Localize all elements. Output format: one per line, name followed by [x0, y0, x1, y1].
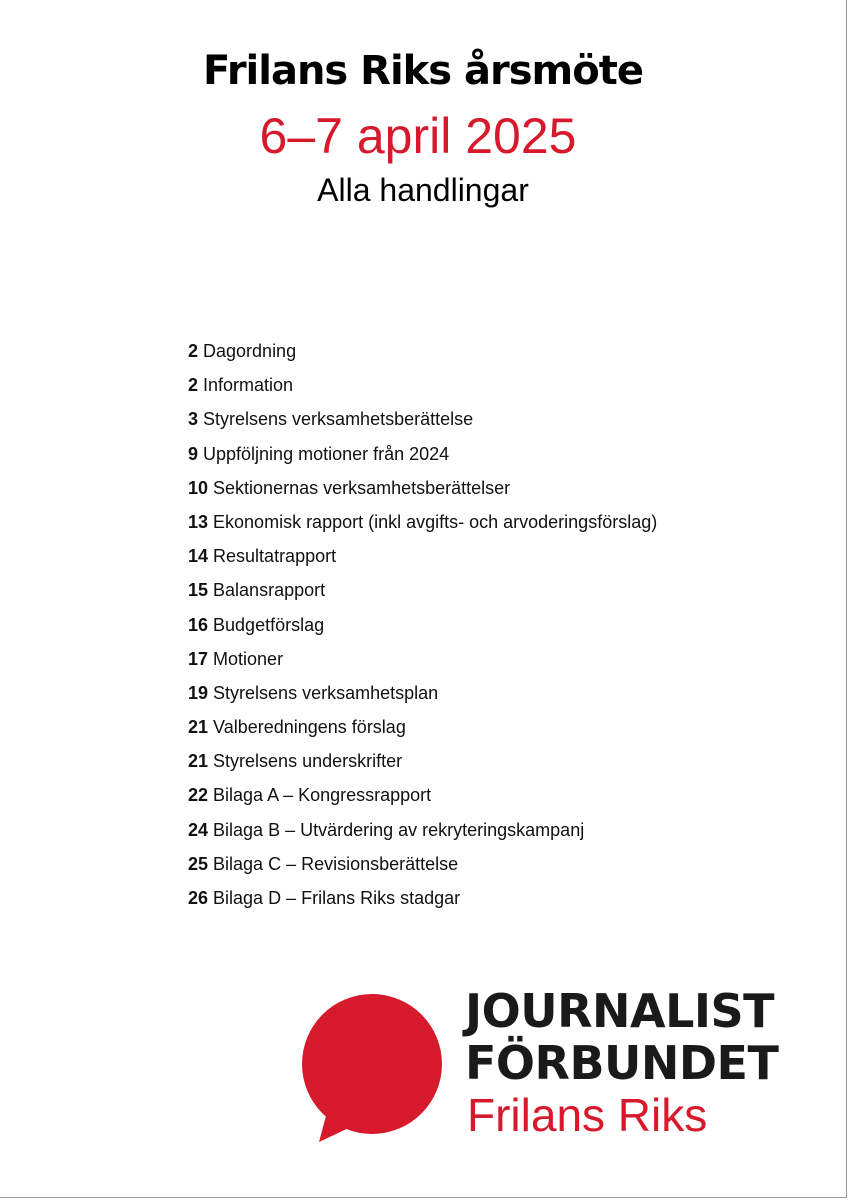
- toc-item: [188, 404, 657, 438]
- toc-item-label: Dagordning: [203, 341, 297, 361]
- toc-page-number: 24: [188, 819, 209, 840]
- document-subtitle: Alla handlingar: [317, 172, 529, 208]
- toc-item-label: Bilaga C – Revisionsberättelse: [213, 853, 459, 874]
- toc-page-number: 10: [188, 477, 209, 498]
- toc-page-number: 2: [188, 341, 199, 361]
- toc-page-number: 25: [188, 853, 209, 874]
- toc-page-number: 13: [188, 511, 209, 532]
- toc-page-number: 19: [188, 682, 209, 703]
- document-title: Frilans Riks årsmöte: [203, 48, 643, 94]
- toc-item-label: Styrelsens underskrifter: [213, 751, 403, 772]
- toc-page-number: 22: [188, 785, 209, 806]
- toc-item: [188, 780, 657, 814]
- toc-item: [188, 370, 657, 404]
- toc-item: [188, 507, 657, 541]
- toc-item: [188, 678, 657, 712]
- journalistforbundet-logo: [293, 980, 793, 1170]
- toc-item: [188, 712, 657, 746]
- toc-item-label: Sektionernas verksamhetsberättelser: [213, 477, 511, 498]
- toc-item-label: Uppföljning motioner från 2024: [203, 443, 450, 464]
- toc-page-number: 16: [188, 614, 209, 635]
- logo-text-frilans-riks: Frilans Riks: [467, 1089, 708, 1141]
- toc-item-label: Motioner: [213, 648, 284, 669]
- logo-text-forbundet: FÖRBUNDET: [465, 1036, 779, 1090]
- toc-item: [188, 815, 657, 849]
- toc-item-label: Budgetförslag: [213, 614, 325, 635]
- toc-item-label: Information: [203, 375, 294, 396]
- toc-item-label: Bilaga D – Frilans Riks stadgar: [213, 888, 461, 908]
- toc-item: [188, 644, 657, 678]
- toc-page-number: 14: [188, 546, 209, 567]
- toc-item: [188, 575, 657, 609]
- toc-page-number: 26: [188, 888, 209, 908]
- toc-page-number: 17: [188, 648, 209, 669]
- toc-item: [188, 883, 657, 917]
- meeting-dates: 6–7 april 2025: [259, 108, 577, 164]
- toc-item: [188, 473, 657, 507]
- toc-page-number: 2: [188, 375, 199, 396]
- toc-item-label: Ekonomisk rapport (inkl avgifts- och arvoderingsförslag): [213, 511, 658, 532]
- toc-page-number: 9: [188, 443, 199, 464]
- toc-item-label: Valberedningens förslag: [213, 717, 406, 738]
- toc-item-label: Bilaga B – Utvärdering av rekryteringskampanj: [213, 819, 585, 840]
- table-of-contents: [188, 336, 657, 917]
- toc-item: [188, 336, 657, 370]
- toc-page-number: 21: [188, 717, 209, 738]
- toc-item: [188, 439, 657, 473]
- toc-item-label: Resultatrapport: [213, 546, 337, 567]
- toc-item: [188, 610, 657, 644]
- toc-item-label: Styrelsens verksamhetsberättelse: [203, 409, 474, 430]
- toc-item: [188, 746, 657, 780]
- toc-item-label: Balansrapport: [213, 580, 326, 601]
- toc-item: [188, 849, 657, 883]
- toc-page-number: 15: [188, 580, 209, 601]
- toc-item: [188, 541, 657, 575]
- toc-item-label: Styrelsens verksamhetsplan: [213, 682, 439, 703]
- toc-page-number: 3: [188, 409, 199, 430]
- logo-text-journalist: JOURNALIST: [465, 984, 775, 1038]
- speech-bubble-icon: [297, 992, 447, 1142]
- toc-page-number: 21: [188, 751, 209, 772]
- toc-item-label: Bilaga A – Kongressrapport: [213, 785, 432, 806]
